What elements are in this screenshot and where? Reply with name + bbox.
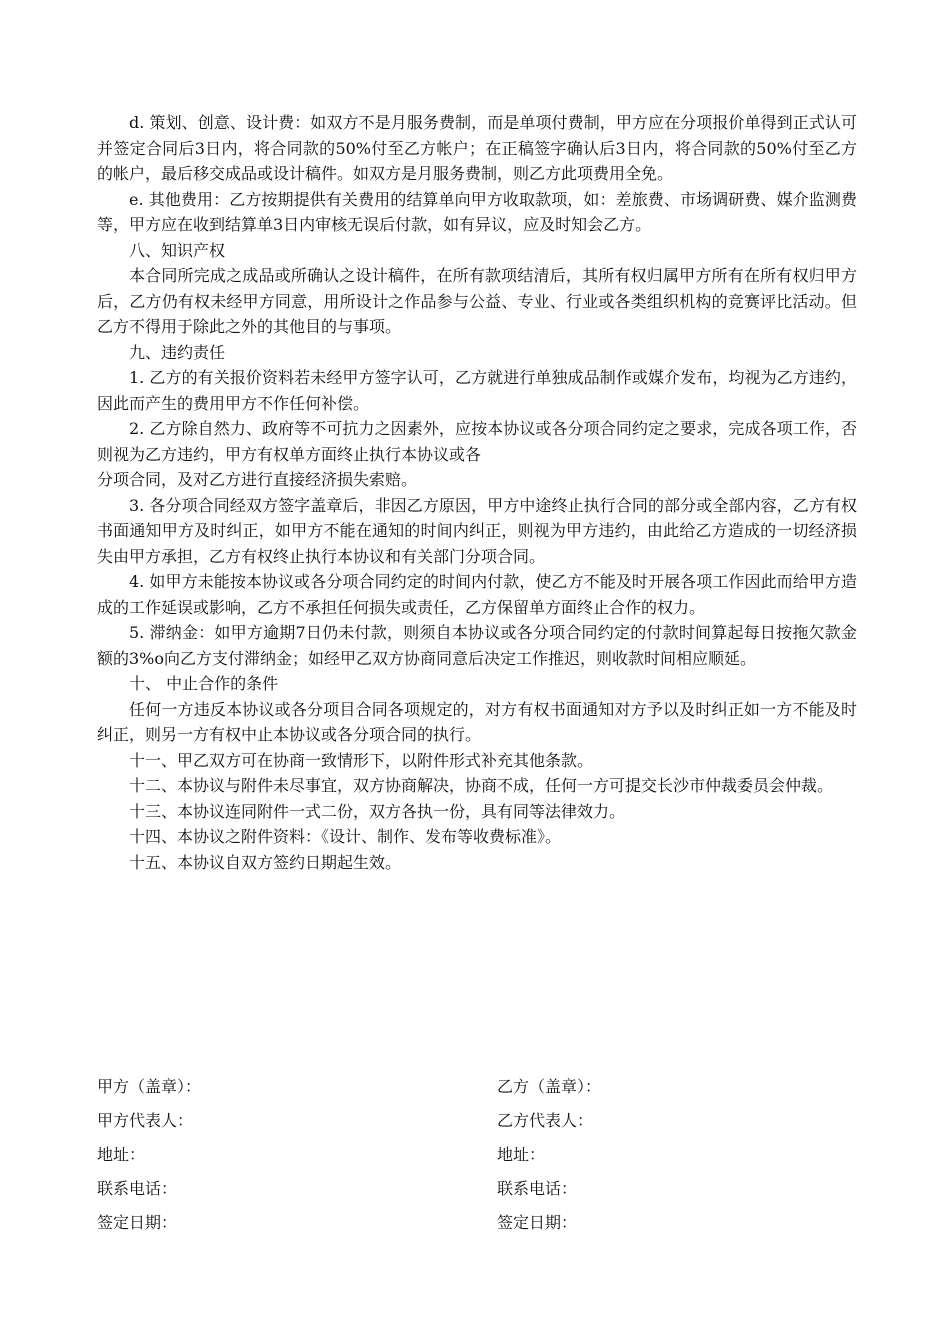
party-b-phone-label: 联系电话：	[497, 1178, 578, 1198]
paragraph-breach-5: 5. 滞纳金：如甲方逾期7日仍未付款，则须自本协议或各分项合同约定的付款时间算起每日按拖欠款金额的3%o向乙方支付滞纳金；如经甲乙双方协商同意后决定工作推迟，则收款时间相应顺延。	[97, 623, 857, 668]
heading-termination: 十、 中止合作的条件	[129, 674, 279, 693]
party-b-seal-label: 乙方（盖章）：	[497, 1076, 602, 1096]
signature-row-date	[97, 1204, 857, 1238]
party-b-address-label: 地址：	[497, 1144, 546, 1164]
party-a-date-label: 签定日期：	[97, 1212, 178, 1232]
party-a-representative-label: 甲方代表人：	[97, 1110, 194, 1130]
heading-breach-liability: 九、违约责任	[129, 342, 226, 362]
party-a-seal-label: 甲方（盖章）：	[97, 1076, 202, 1096]
signature-row-phone	[97, 1170, 857, 1204]
heading-intellectual-property: 八、知识产权	[129, 240, 226, 260]
signature-row-representative	[97, 1102, 857, 1136]
party-a-phone-label: 联系电话：	[97, 1178, 178, 1198]
paragraph-breach-2-continued: 分项合同，及对乙方进行直接经济损失索赔。	[97, 470, 418, 489]
paragraph-ip-ownership: 本合同所完成之成品或所确认之设计稿件，在所有款项结清后，其所有权归属甲方所有在所有权归甲方后，乙方仍有权未经甲方同意，用所设计之作品参与公益、专业、行业或各类组织机构的竞赛评比活动。但乙方不得用于除此之外的其他目的与事项。	[97, 266, 857, 336]
paragraph-design-fee: d. 策划、创意、设计费：如双方不是月服务费制，而是单项付费制，甲方应在分项报价单得到正式认可并签定合同后3日内，将合同款的50%付至乙方帐户；在正稿签字确认后3日内，将合同款的50%付至乙方的帐户，最后移交成品或设计稿件。如双方是月服务费制，则乙方此项费用全免。	[97, 113, 857, 183]
signature-block	[97, 1068, 857, 1238]
clause-12: 十二、本协议与附件未尽事宜，双方协商解决，协商不成，任何一方可提交长沙市仲裁委员会仲裁。	[129, 776, 834, 795]
party-b-date-label: 签定日期：	[497, 1212, 578, 1232]
paragraph-termination: 任何一方违反本协议或各分项目合同各项规定的，对方有权书面通知对方予以及时纠正如一方不能及时纠正，则另一方有权中止本协议或各分项合同的执行。	[97, 699, 857, 744]
clause-14: 十四、本协议之附件资料：《设计、制作、发布等收费标准》。	[129, 827, 562, 846]
clause-15: 十五、本协议自双方签约日期起生效。	[129, 852, 402, 872]
paragraph-other-fees: e. 其他费用：乙方按期提供有关费用的结算单向甲方收取款项，如：差旅费、市场调研费、媒介监测费等，甲方应在收到结算单3日内审核无误后付款，如有异议，应及时知会乙方。	[97, 189, 857, 234]
paragraph-breach-3: 3. 各分项合同经双方签字盖章后，非因乙方原因，甲方中途终止执行合同的部分或全部内容，乙方有权书面通知甲方及时纠正，如甲方不能在通知的时间内纠正，则视为甲方违约，由此给乙方造成的一切经济损失由甲方承担，乙方有权终止执行本协议和有关部门分项合同。	[97, 495, 857, 566]
contract-body	[97, 110, 857, 875]
party-b-representative-label: 乙方代表人：	[497, 1110, 594, 1130]
clause-13: 十三、本协议连同附件一式二份，双方各执一份，具有同等法律效力。	[129, 801, 626, 821]
paragraph-breach-4: 4. 如甲方未能按本协议或各分项合同约定的时间内付款，使乙方不能及时开展各项工作因此而给甲方造成的工作延误或影响，乙方不承担任何损失或责任，乙方保留单方面终止合作的权力。	[97, 572, 857, 617]
signature-row-address	[97, 1136, 857, 1170]
party-a-address-label: 地址：	[97, 1144, 146, 1164]
paragraph-breach-2: 2. 乙方除自然力、政府等不可抗力之因素外，应按本协议或各分项合同约定之要求，完成各项工作，否则视为乙方违约，甲方有权单方面终止执行本协议或各	[97, 419, 857, 464]
signature-row-seal	[97, 1068, 857, 1102]
paragraph-breach-1: 1. 乙方的有关报价资料若未经甲方签字认可，乙方就进行单独成品制作或媒介发布，均视为乙方违约，因此而产生的费用甲方不作任何补偿。	[97, 368, 857, 413]
clause-11: 十一、甲乙双方可在协商一致情形下，以附件形式补充其他条款。	[129, 750, 594, 770]
